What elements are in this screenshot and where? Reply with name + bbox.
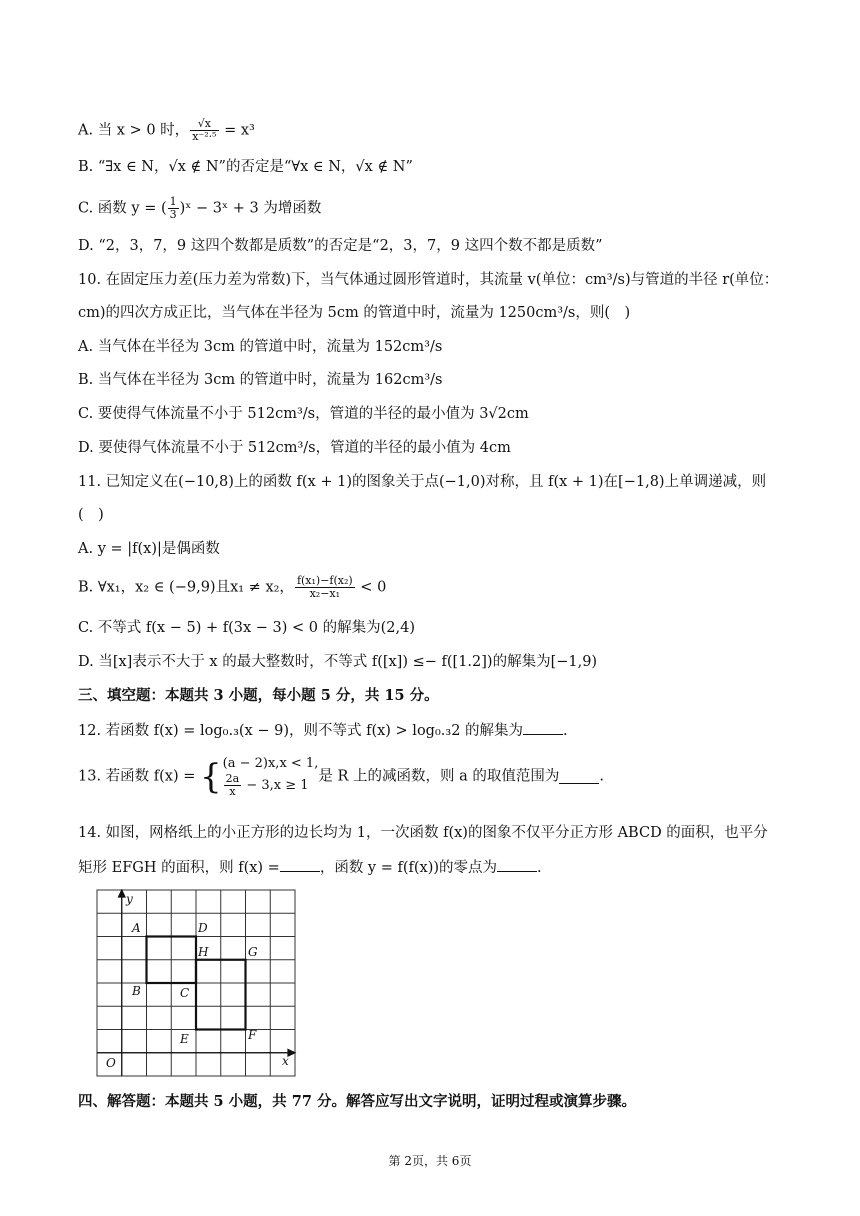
label-d: D <box>198 921 208 935</box>
q12 <box>78 720 568 741</box>
option-c-pre: C. 函数 y = ( <box>78 200 167 217</box>
q14-line1: 14. 如图，网格纸上的小正方形的边长均为 1，一次函数 f(x)的图象不仅平分正方形 ABCD 的面积，也平分 <box>78 825 768 841</box>
q14-blank-1 <box>280 857 320 872</box>
q13-brace: { <box>200 756 222 797</box>
grid-figure <box>96 889 298 1079</box>
q11-option-c: C. 不等式 f(x − 5) + f(3x − 3) < 0 的解集为(2,4) <box>78 620 415 636</box>
q13-cases <box>223 755 319 798</box>
label-b: B <box>132 984 141 998</box>
q13-case2 <box>223 773 319 798</box>
frac-den: x⁻²·⁵ <box>192 130 217 143</box>
q12-blank <box>523 720 563 735</box>
q11-line2: ( ) <box>78 507 104 523</box>
label-h: H <box>198 945 209 959</box>
option-b: B. “∃x ∈ N，√x ∉ N”的否定是“∀x ∈ N，√x ∉ N” <box>78 159 413 175</box>
q11-line1: 11. 已知定义在(−10,8)上的函数 f(x + 1)的图象关于点(−1,0)对称，且 f(x + 1)在[−1,8)上单调递减，则 <box>78 474 767 490</box>
q11-b-post: < 0 <box>355 579 387 596</box>
frac-num: 1 <box>169 195 177 208</box>
q13 <box>78 755 604 798</box>
label-f: F <box>248 1028 257 1042</box>
frac-num: √x <box>190 118 218 131</box>
label-c: C <box>180 986 190 1000</box>
option-a-tail: = x³ <box>219 122 255 139</box>
q13-case1: (a − 2)x,x < 1, <box>222 756 319 771</box>
q10-option-c: C. 要使得气体流量不小于 512cm³/s，管道的半径的最小值为 3√2cm <box>78 406 529 422</box>
labels <box>106 892 289 1070</box>
option-d: D. “2，3，7，9 这四个数都是质数”的否定是“2，3，7，9 这四个数不都是质数” <box>78 238 603 254</box>
section-4-heading: 四、解答题：本题共 5 小题，共 77 分。解答应写出文字说明，证明过程或演算步骤。 <box>78 1093 636 1110</box>
option-c-post: )ˣ − 3ˣ + 3 为增函数 <box>179 200 322 217</box>
q12-text: 12. 若函数 f(x) = log₀.₃(x − 9)，则不等式 f(x) > log₀.₃2 的解集为 <box>78 723 524 739</box>
q14-blank-2 <box>497 857 537 872</box>
label-g: G <box>248 945 258 959</box>
q12-end: . <box>563 723 568 739</box>
section-3-heading: 三、填空题：本题共 3 小题，每小题 5 分，共 15 分。 <box>78 687 439 704</box>
q13-pre: 13. 若函数 f(x) = <box>78 768 201 785</box>
page-footer: 第 2页，共 6页 <box>388 1154 472 1168</box>
label-a: A <box>132 921 141 935</box>
q10-line1: 10. 在固定压力差(压力差为常数)下，当气体通过圆形管道时，其流量 v(单位：cm³/s)与管道的半径 r(单位： <box>78 272 779 288</box>
q13-case2-post: − 3,x ≥ 1 <box>242 778 309 793</box>
q10-line2: cm)的四次方成正比，当气体在半径为 5cm 的管道中时，流量为 1250cm³/s，则( ) <box>78 305 631 321</box>
q13-end: . <box>599 768 604 785</box>
q14-pre: 矩形 EFGH 的面积，则 f(x) = <box>78 860 280 876</box>
option-a <box>78 118 255 143</box>
q14-line2 <box>78 857 542 878</box>
label-x: x <box>282 1054 289 1068</box>
q13-blank <box>559 769 599 784</box>
option-a-text: A. 当 x > 0 时， <box>78 122 190 139</box>
q10-option-d: D. 要使得气体流量不小于 512cm³/s，管道的半径的最小值为 4cm <box>78 440 511 456</box>
q13-fraction <box>224 773 242 798</box>
frac-num: f(x₁)−f(x₂) <box>296 574 353 587</box>
option-c-fraction <box>168 196 179 221</box>
label-e: E <box>180 1032 189 1046</box>
q11-option-b <box>78 575 386 600</box>
q14-mid: ，函数 y = f(f(x))的零点为 <box>319 860 498 876</box>
q11-b-fraction <box>295 575 355 600</box>
frac-num: 2a <box>225 772 240 785</box>
q14-end: . <box>537 860 542 876</box>
q11-b-pre: B. ∀x₁，x₂ ∈ (−9,9)且x₁ ≠ x₂， <box>78 579 294 596</box>
label-y: y <box>126 892 133 906</box>
option-c <box>78 196 321 221</box>
option-a-fraction <box>190 118 218 143</box>
q10-option-a: A. 当气体在半径为 3cm 的管道中时，流量为 152cm³/s <box>78 339 443 355</box>
q11-option-d: D. 当[x]表示不大于 x 的最大整数时，不等式 f([x]) ≤− f([1.2])的解集为[−1,9) <box>78 654 598 670</box>
q10-option-b: B. 当气体在半径为 3cm 的管道中时，流量为 162cm³/s <box>78 372 443 388</box>
q13-post: 是 R 上的减函数，则 a 的取值范围为 <box>318 768 560 785</box>
frac-den: x <box>229 785 236 798</box>
frac-den: x₂−x₁ <box>309 587 341 600</box>
q11-option-a: A. y = |f(x)|是偶函数 <box>78 541 220 557</box>
label-o: O <box>106 1056 116 1070</box>
frac-den: 3 <box>169 208 177 221</box>
